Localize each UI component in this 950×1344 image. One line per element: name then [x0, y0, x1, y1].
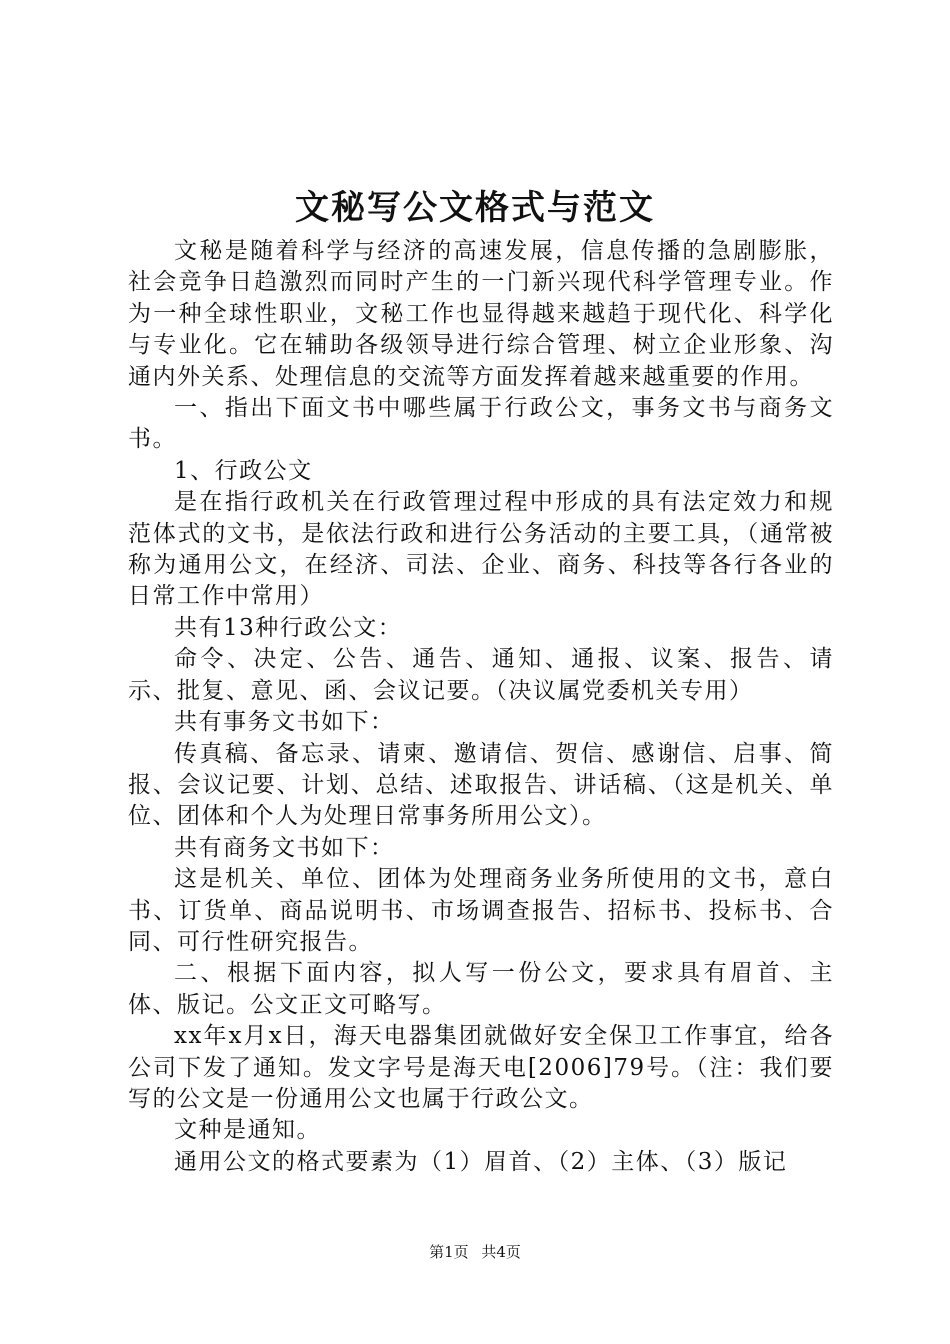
- paragraph-admin-list: 命令、决定、公告、通告、通知、通报、议案、报告、请示、批复、意见、函、会议记要。（决议属党委机关专用）: [128, 646, 834, 704]
- paragraph-question-2: 二、根据下面内容，拟人写一份公文，要求具有眉首、主体、版记。公文正文可略写。: [128, 960, 834, 1018]
- paragraph-case: xx年x月x日，海天电器集团就做好安全保卫工作事宜，给各公司下发了通知。发文字号是海天电[2006]79号。（注：我们要写的公文是一份通用公文也属于行政公文。: [128, 1023, 834, 1112]
- page-footer: [0, 1240, 950, 1264]
- paragraph-business-list: 这是机关、单位、团体为处理商务业务所使用的文书，意白书、订货单、商品说明书、市场调查报告、招标书、投标书、合同、可行性研究报告。: [128, 866, 834, 955]
- paragraph-affairs-list: 传真稿、备忘录、请柬、邀请信、贺信、感谢信、启事、简报、会议记要、计划、总结、述取报告、讲话稿、（这是机关、单位、团体和个人为处理日常事务所用公文）。: [128, 740, 834, 830]
- document-body: [128, 236, 834, 1178]
- paragraph-affairs-heading: 共有事务文书如下：: [174, 709, 395, 736]
- paragraph-heading-admin: 1、行政公文: [174, 457, 313, 484]
- paragraph-format-elements: 通用公文的格式要素为（1）眉首、（2）主体、（3）版记: [174, 1148, 788, 1175]
- page-total: 共4页: [481, 1243, 521, 1261]
- paragraph-doc-type: 文种是通知。: [174, 1117, 321, 1144]
- paragraph-business-heading: 共有商务文书如下：: [174, 834, 395, 861]
- paragraph-admin-definition: 是在指行政机关在行政管理过程中形成的具有法定效力和规范体式的文书，是依法行政和进行公务活动的主要工具，（通常被称为通用公文，在经济、司法、企业、商务、科技等各行各业的日常工作中常用）: [128, 489, 834, 610]
- page-number: 第1页: [429, 1243, 469, 1261]
- document-title: 文秘写公文格式与范文: [295, 188, 655, 228]
- paragraph-intro: 文秘是随着科学与经济的高速发展，信息传播的急剧膨胀，社会竞争日趋激烈而同时产生的一门新兴现代科学管理专业。作为一种全球性职业，文秘工作也显得越来越趋于现代化、科学化与专业化。它在辅助各级领导进行综合管理、树立企业形象、沟通内外关系、处理信息的交流等方面发挥着越来越重要的作用。: [128, 238, 834, 390]
- paragraph-question-1: 一、指出下面文书中哪些属于行政公文，事务文书与商务文书。: [128, 395, 834, 453]
- paragraph-admin-count: 共有13种行政公文：: [174, 614, 403, 641]
